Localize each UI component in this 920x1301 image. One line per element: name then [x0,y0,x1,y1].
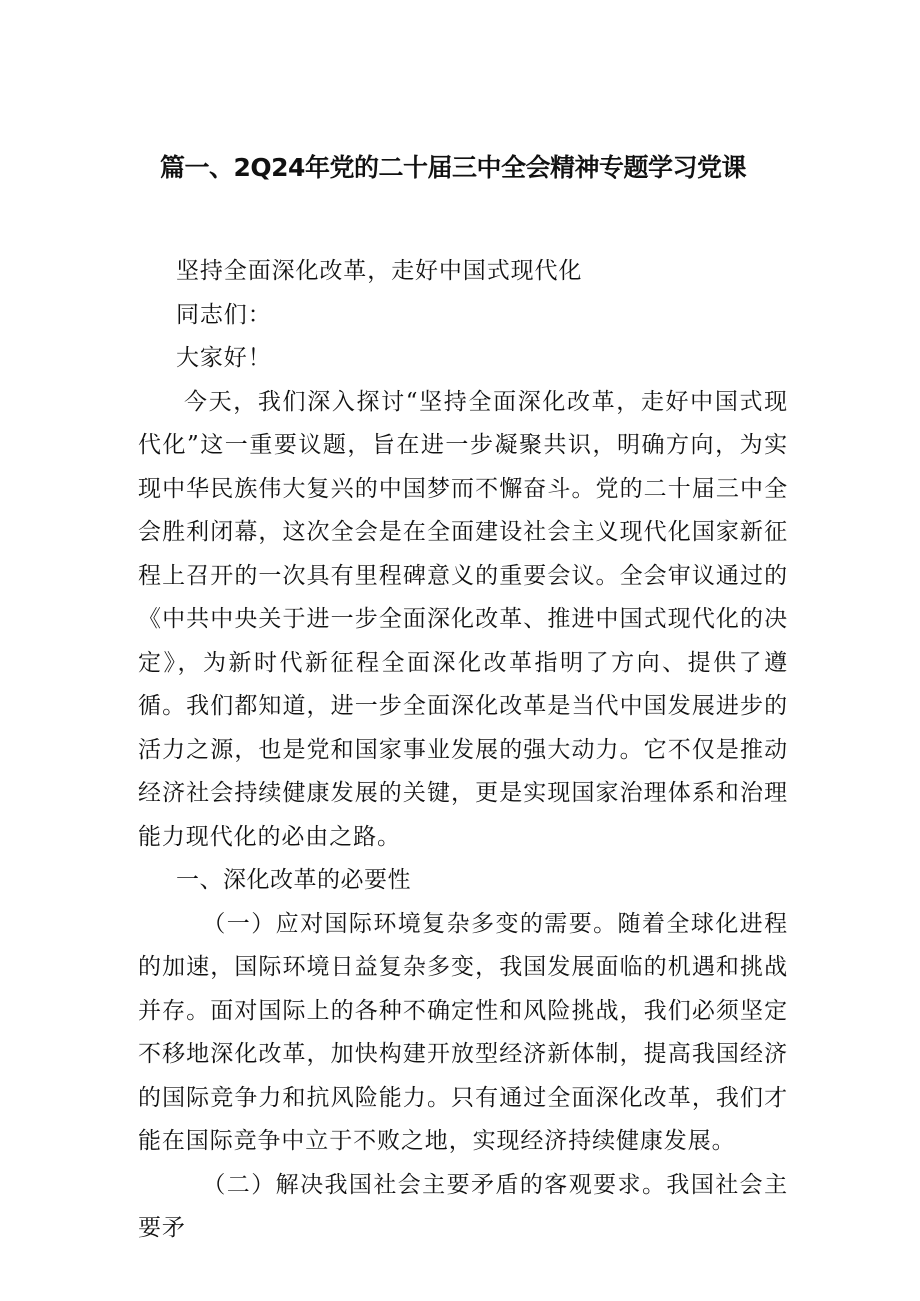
section-heading: 一、深化改革的必要性 [176,867,411,893]
salutation: 同志们： [176,301,272,328]
document-body [138,250,788,1251]
greeting: 大家好！ [176,345,272,371]
document-title: 篇一、2Q24年党的二十届三中全会精神专题学习党课 [160,153,746,182]
document-subtitle: 坚持全面深化改革，走好中国式现代化 [176,258,583,284]
section-paragraph-1: （一）应对国际环境复杂多变的需要。随着全球化进程的加速，国际环境日益复杂多变，我国发展面临的机遇和挑战并存。面对国际上的各种不确定性和风险挑战，我们必须坚定不移地深化改革，加快构建开放型经济新体制，提高我国经济的国际竞争力和抗风险能力。只有通过全面深化改革，我们才能在国际竞争中立于不败之地，实现经济持续健康发展。 [138,910,788,1154]
section-paragraph-2: （二）解决我国社会主要矛盾的客观要求。我国社会主要矛 [138,1171,788,1241]
intro-paragraph: 今天，我们深入探讨“坚持全面深化改革，走好中国式现代化”这一重要议题，旨在进一步凝聚共识，明确方向，为实现中华民族伟大复兴的中国梦而不懈奋斗。党的二十届三中全会胜利闭幕，这次全会是在全面建设社会主义现代化国家新征程上召开的一次具有里程碑意义的重要会议。全会审议通过的《中共中央关于进一步全面深化改革、推进中国式现代化的决定》，为新时代新征程全面深化改革指明了方向、提供了遵循。我们都知道，进一步全面深化改革是当代中国发展进步的活力之源，也是党和国家事业发展的强大动力。它不仅是推动经济社会持续健康发展的关键，更是实现国家治理体系和治理能力现代化的必由之路。 [138,388,788,850]
